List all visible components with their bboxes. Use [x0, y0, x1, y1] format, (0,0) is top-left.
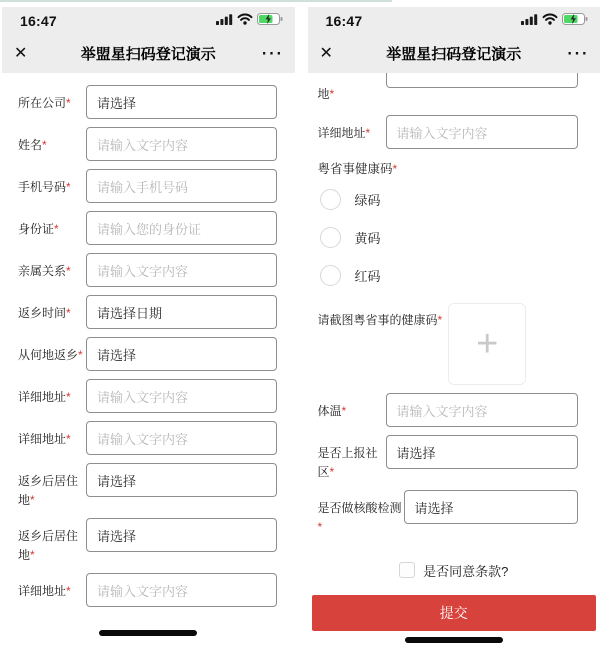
field-row-return-date — [18, 295, 279, 329]
required-asterisk: * — [42, 138, 47, 152]
field-label: 返乡后居住地 — [18, 529, 79, 562]
cellular-signal-icon — [216, 12, 233, 30]
required-asterisk: * — [66, 584, 71, 598]
field-label: 姓名 — [18, 138, 43, 152]
return-date-select[interactable]: 请选择日期 — [86, 295, 277, 329]
field-row-address-2 — [18, 421, 279, 455]
wifi-icon — [542, 12, 558, 30]
radio-label: 黄码 — [354, 231, 381, 246]
field-label: 返乡后居住地 — [18, 474, 79, 507]
residence-select-1[interactable]: 请选择 — [86, 463, 277, 497]
radio-label: 绿码 — [354, 193, 381, 208]
radio-icon — [320, 227, 341, 248]
field-row-address-3 — [18, 573, 279, 607]
required-asterisk: * — [317, 520, 323, 534]
field-row-temperature — [318, 393, 591, 427]
idcard-input[interactable]: 请输入您的身份证 — [86, 211, 277, 245]
address-input-1[interactable]: 请输入文字内容 — [86, 379, 277, 413]
health-code-section-label: 粤省事健康码* — [317, 162, 398, 176]
radio-icon — [320, 189, 341, 210]
field-label: 亲属关系 — [18, 264, 67, 278]
wifi-icon — [237, 12, 253, 30]
field-label: 体温 — [317, 404, 342, 418]
clock-text: 16:47 — [20, 13, 57, 29]
radio-option-green[interactable] — [320, 189, 591, 210]
battery-charging-icon — [257, 12, 283, 30]
field-label: 详细地址 — [18, 432, 67, 446]
battery-charging-icon — [562, 12, 588, 30]
right-phone-screenshot — [308, 2, 600, 644]
radio-option-red[interactable] — [320, 265, 591, 286]
residence-select-partial[interactable] — [386, 73, 579, 88]
required-asterisk: * — [54, 222, 59, 236]
field-label: 详细地址 — [18, 390, 67, 404]
left-phone-screenshot — [2, 2, 295, 644]
relation-input[interactable]: 请输入文字内容 — [86, 253, 277, 287]
required-asterisk: * — [329, 465, 335, 479]
address-input-2[interactable]: 请输入文字内容 — [86, 421, 277, 455]
radio-option-yellow[interactable] — [320, 227, 591, 248]
right-form — [308, 73, 600, 631]
field-label: 是否上报社区 — [317, 446, 378, 479]
nav-bar — [2, 33, 295, 73]
radio-label: 红码 — [354, 269, 381, 284]
status-icons — [521, 12, 588, 30]
required-asterisk: * — [365, 126, 371, 140]
name-input[interactable]: 请输入文字内容 — [86, 127, 277, 161]
field-label: 返乡时间 — [18, 306, 67, 320]
agree-checkbox[interactable] — [399, 562, 415, 578]
required-asterisk: * — [392, 162, 398, 176]
field-row-company — [18, 85, 279, 119]
required-asterisk: * — [66, 264, 71, 278]
required-asterisk: * — [329, 87, 335, 101]
address-input-3[interactable]: 请输入文字内容 — [86, 573, 277, 607]
left-form — [2, 73, 295, 607]
close-icon[interactable]: ✕ — [319, 45, 333, 62]
field-row-name — [18, 127, 279, 161]
report-community-select[interactable]: 请选择 — [386, 435, 579, 469]
agree-row — [318, 561, 591, 579]
nav-bar — [308, 33, 600, 73]
status-icons — [216, 12, 283, 30]
required-asterisk: * — [66, 432, 71, 446]
field-row-report-community — [318, 435, 591, 482]
field-row-phone — [18, 169, 279, 203]
submit-button[interactable]: 提交 — [312, 595, 597, 631]
company-select[interactable]: 请选择 — [86, 85, 277, 119]
phone-input[interactable]: 请输入手机号码 — [86, 169, 277, 203]
field-row-residence-2 — [18, 518, 279, 565]
required-asterisk: * — [66, 180, 71, 194]
field-row-residence-1 — [18, 463, 279, 510]
more-menu-icon[interactable]: ⋯ — [260, 40, 283, 65]
field-row-relation — [18, 253, 279, 287]
required-asterisk: * — [66, 96, 71, 110]
field-row-address-1 — [18, 379, 279, 413]
agree-label: 是否同意条款? — [423, 563, 509, 579]
residence-select-2[interactable]: 请选择 — [86, 518, 277, 552]
required-asterisk: * — [66, 390, 71, 404]
close-icon[interactable]: ✕ — [14, 45, 28, 62]
field-row-address-detail — [318, 115, 591, 149]
required-asterisk: * — [341, 404, 347, 418]
home-indicator[interactable] — [99, 630, 197, 636]
field-label: 详细地址 — [18, 584, 67, 598]
plus-icon: + — [476, 323, 499, 365]
required-asterisk: * — [30, 548, 35, 562]
page-title: 举盟星扫码登记演示 — [386, 45, 522, 63]
field-label: 详细地址 — [317, 126, 366, 140]
cellular-signal-icon — [521, 12, 538, 30]
right-header-chrome — [308, 7, 600, 73]
address-detail-input[interactable]: 请输入文字内容 — [386, 115, 579, 149]
field-row-idcard — [18, 211, 279, 245]
page-title: 举盟星扫码登记演示 — [80, 45, 216, 63]
image-upload-box[interactable] — [448, 303, 526, 385]
status-bar — [2, 7, 295, 33]
nucleic-test-select[interactable]: 请选择 — [404, 490, 579, 524]
clock-text: 16:47 — [325, 13, 363, 29]
field-row-nucleic-test — [318, 490, 591, 537]
radio-icon — [320, 265, 341, 286]
field-row-return-from — [18, 337, 279, 371]
status-bar — [308, 7, 600, 33]
field-label: 是否做核酸检测 — [317, 501, 402, 515]
field-label: 身份证 — [18, 222, 55, 236]
field-label: 请截图粤省事的健康码 — [317, 313, 438, 327]
field-label: 地 — [317, 87, 330, 101]
required-asterisk: * — [78, 348, 83, 362]
required-asterisk: * — [30, 493, 35, 507]
field-label: 从何地返乡 — [18, 348, 79, 362]
field-row-health-code-screenshot — [318, 303, 591, 385]
left-header-chrome — [2, 7, 295, 73]
home-indicator[interactable] — [405, 637, 503, 643]
field-label: 所在公司 — [18, 96, 67, 110]
required-asterisk: * — [437, 313, 443, 327]
field-row-residence-partial — [318, 73, 591, 115]
field-label: 手机号码 — [18, 180, 67, 194]
return-from-select[interactable]: 请选择 — [86, 337, 277, 371]
more-menu-icon[interactable]: ⋯ — [566, 40, 588, 65]
required-asterisk: * — [66, 306, 71, 320]
temperature-input[interactable]: 请输入文字内容 — [386, 393, 579, 427]
